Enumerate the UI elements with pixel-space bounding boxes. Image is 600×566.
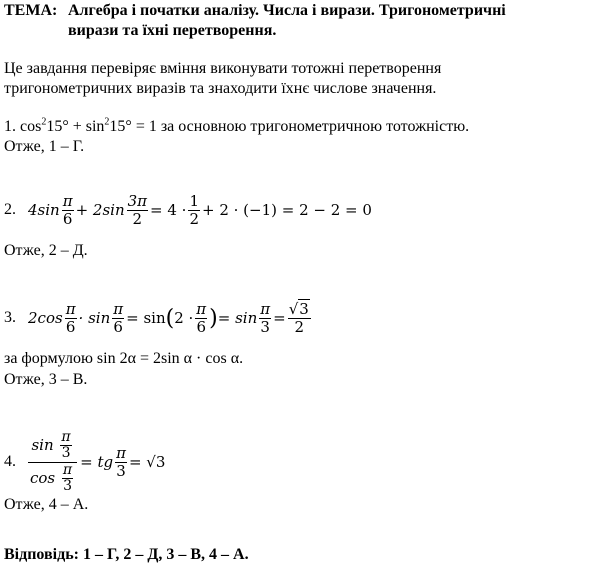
item-4-conclusion: Отже, 4 – А. [4,496,89,513]
item-2-expression [4,190,372,230]
item-3-term-6: = [273,309,286,327]
item-4-cos: cos [30,468,56,487]
item-1-conclusion: Отже, 1 – Г. [4,138,85,155]
item-3-term-3: = sin [126,309,166,327]
item-3-fraction-pi-3: $\frac{\pi}{3}$ [260,300,271,336]
item-4-term-1: = tg [80,453,114,471]
item-2-fraction-1-2: $\frac{1}{2}$ [189,192,199,228]
item-2-fraction-3pi-2: $\frac{3\pi}{2}$ [127,192,148,228]
item-4-compound-fraction: sin $\frac{\pi}{3}$ cos $\frac{\pi}{3}$ [28,430,77,495]
item-2-term-4: + 2 · (−1) = 2 − 2 = 0 [201,201,372,219]
item-3-number: 3. [4,309,16,326]
answer: Відповідь: 1 – Г, 2 – Д, 3 – В, 4 – А. [4,546,249,563]
item-1-middle: 15° + sin [46,118,105,135]
item-1-rest: 15° = 1 за основною тригонометричною тотожністю. [109,118,470,135]
item-3-term-1: 2cos [28,309,63,327]
item-1 [4,118,469,136]
item-3-fraction-pi-6-c: $\frac{\pi}{6}$ [196,300,207,336]
topic-line-2: вирази та їхні перетворення. [68,22,277,39]
item-4-sin: sin [31,435,54,454]
item-3-term-5: = sin [217,309,258,327]
item-3-conclusion: Отже, 3 – В. [4,371,88,388]
item-2-conclusion: Отже, 2 – Д. [4,242,88,259]
topic-label: ТЕМА: [4,2,58,19]
item-3-term-4: 2 · [174,309,194,327]
item-3-fraction-pi-6-b: $\frac{\pi}{6}$ [113,300,124,336]
item-2-term-3: = 4 · [150,201,187,219]
item-4-term-2: = √3 [128,453,166,471]
item-3-term-2: · sin [78,309,111,327]
topic-line-1: Алгебра і початки аналізу. Числа і вирази. Тригонометричні [68,2,506,19]
item-1-cos: cos [20,118,42,135]
item-2-term-2: + 2sin [75,201,125,219]
item-4-number: 4. [4,453,16,470]
item-2-fraction-pi-6: $\frac{\pi}{6}$ [62,192,73,228]
item-3-fraction-sqrt3-2: $\frac{√3}{2}$ [288,300,309,336]
item-1-square-2: 2 [104,116,110,128]
item-4-expression [4,430,165,494]
item-2-number: 2. [4,201,16,218]
item-3-fraction-pi-6-a: $\frac{\pi}{6}$ [65,300,76,336]
intro-line-1: Це завдання перевіряє вміння виконувати тотожні перетворення [4,60,442,77]
item-3-expression: 3. 2cos $\frac{\pi}{6}$ · sin $\frac{\pi}{6}$ = sin ( 2 · $\frac{\pi}{6}$ ) = sin $\frac{\pi}{3}$ = $\frac{√3}{2}$ [4,300,309,336]
item-3-formula: за формулою sin 2α = 2sin α · cos α. [4,350,244,367]
item-2-term-1: 4sin [28,201,60,219]
item-1-square: 2 [41,116,47,128]
item-4-fraction-pi-3: $\frac{\pi}{3}$ [116,444,126,480]
intro-line-2: тригонометричних виразів та знаходити їхнє числове значення. [4,80,437,97]
item-1-number: 1. [4,118,16,135]
